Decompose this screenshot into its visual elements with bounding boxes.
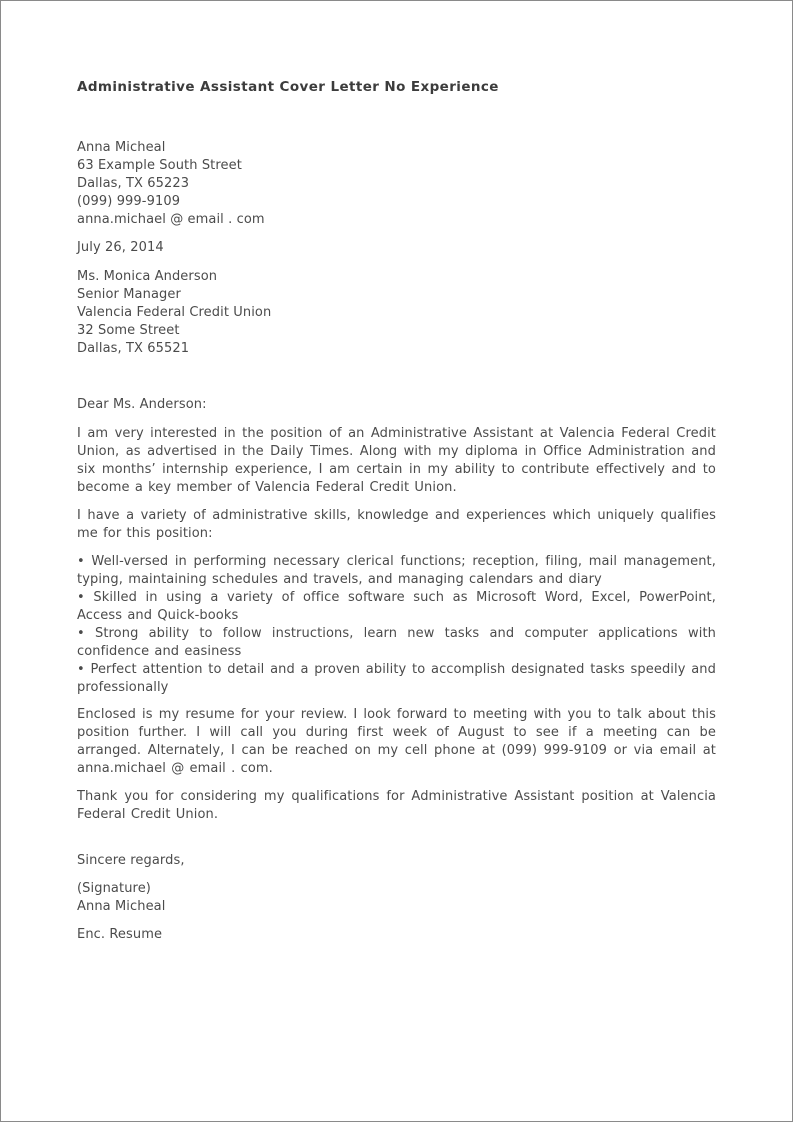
bullet-item bbox=[77, 661, 716, 697]
document-title: Administrative Assistant Cover Letter No Experience bbox=[77, 79, 499, 95]
enclosure-note: Enc. Resume bbox=[77, 927, 163, 942]
bullet-text: Strong ability to follow instructions, learn new tasks and computer applications with confidence and easiness bbox=[77, 626, 716, 659]
body-paragraph-1: I am very interested in the position of an Administrative Assistant at Valencia Federal Credit Union, as advertised in the Daily Times. Along with my diploma in Office Administration and six months’ internship experience, I am certain in my ability to contribute effectively and to become a key member of Valencia Federal Credit Union. bbox=[77, 426, 716, 495]
recipient-company: Valencia Federal Credit Union bbox=[77, 305, 272, 320]
body-paragraph-2: I have a variety of administrative skills, knowledge and experiences which uniquely qualifies me for this position: bbox=[77, 508, 716, 541]
signature-block bbox=[77, 880, 716, 916]
signature-placeholder: (Signature) bbox=[77, 881, 151, 896]
body-paragraph-3: Enclosed is my resume for your review. I look forward to meeting with you to talk about this position further. I will call you during first week of August to see if a meeting can be arranged. Alternately, I can be reached on my cell phone at (099) 999-9109 or via email at anna.michael @ email . com. bbox=[77, 707, 716, 776]
bullet-text: Perfect attention to detail and a proven ability to accomplish designated tasks speedily and professionally bbox=[77, 662, 716, 695]
bullet-item bbox=[77, 553, 716, 589]
letter-date: July 26, 2014 bbox=[77, 240, 164, 255]
recipient-city-state-zip: Dallas, TX 65521 bbox=[77, 341, 190, 356]
sender-email: anna.michael @ email . com bbox=[77, 212, 265, 227]
body-paragraph-4: Thank you for considering my qualifications for Administrative Assistant position at Valencia Federal Credit Union. bbox=[77, 789, 716, 822]
recipient-street: 32 Some Street bbox=[77, 323, 180, 338]
recipient-address-block bbox=[77, 268, 716, 358]
letter-content bbox=[1, 1, 792, 944]
bullet-text: Skilled in using a variety of office software such as Microsoft Word, Excel, PowerPoint, Access and Quick-books bbox=[77, 590, 716, 623]
bullet-icon: • bbox=[77, 590, 94, 605]
bullet-item bbox=[77, 625, 716, 661]
sender-name: Anna Micheal bbox=[77, 140, 166, 155]
sender-street: 63 Example South Street bbox=[77, 158, 242, 173]
bullet-text: Well-versed in performing necessary clerical functions; reception, filing, mail management, typing, maintaining schedules and travels, and managing calendars and diary bbox=[77, 554, 716, 587]
skills-bullet-list bbox=[77, 553, 716, 697]
sender-phone: (099) 999-9109 bbox=[77, 194, 181, 209]
bullet-icon: • bbox=[77, 662, 91, 677]
bullet-item bbox=[77, 589, 716, 625]
sender-city-state-zip: Dallas, TX 65223 bbox=[77, 176, 190, 191]
salutation: Dear Ms. Anderson: bbox=[77, 397, 207, 412]
signed-name: Anna Micheal bbox=[77, 899, 166, 914]
bullet-icon: • bbox=[77, 626, 95, 641]
bullet-icon: • bbox=[77, 554, 92, 569]
recipient-name: Ms. Monica Anderson bbox=[77, 269, 218, 284]
recipient-job-title: Senior Manager bbox=[77, 287, 181, 302]
sender-address-block bbox=[77, 139, 716, 229]
valediction: Sincere regards, bbox=[77, 853, 185, 868]
